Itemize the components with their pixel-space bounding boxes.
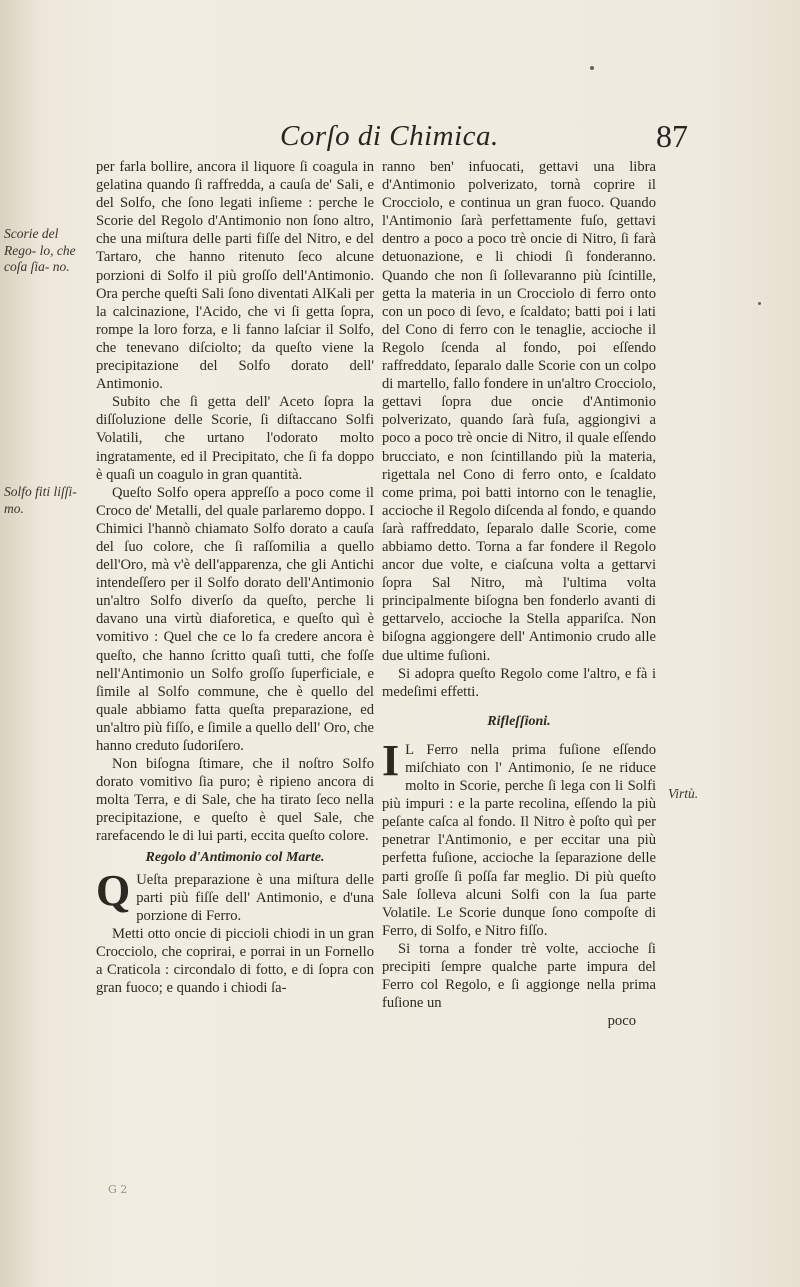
paragraph: Si adopra queſto Regolo come l'altro, e fà i medeſimi effetti.	[382, 665, 656, 700]
left-column	[96, 158, 374, 997]
paragraph: Queſto Solfo opera appreſſo a poco come il Croco de' Metalli, del quale parlaremo doppo. I Chimici l'hannò chiamato Solfo dorato a cauſa del ſuo colore, che ſi raſſomilia a quello dell'Oro, mà v'è dell'apparenza, che gli Antichi intendeſſero per il Solfo dorato dell'Antimonio un'altro Solfo diverſo da queſto, perche li davano una virtù diaforetica, e queſto quì è vomitivo : Quel che ce lo fa credere ancora è queſto, che hanno ſcritto quaſi tutti, che foſſe nell'Antimonio un Solfo groſſo ſuperficiale, e ſimile al Solfo commune, che è quello del quale abbiamo fatta queſta preparazione, ed un'altro più fiſſo, e ſimile a quello dell' Oro, che hanno creduto ſudoriſero.	[96, 484, 375, 754]
margin-note-scorie: Scorie del Rego‑ lo, che coſa ſia‑ no.	[4, 226, 76, 274]
paper-fleck	[758, 302, 761, 305]
margin-note-solfo: Solfo fiti liſſi‑ mo.	[4, 484, 77, 516]
paragraph: Si torna a fonder trè volte, accioche ſi precipiti ſempre qualche parte impura del Ferro col Regolo, e ſi aggionge nella prima fuſione un	[382, 940, 656, 1012]
running-title: Corſo di Chimica.	[280, 120, 499, 152]
dropcap-paragraph-text: L Ferro nella prima fuſione eſſendo miſchiato con l' Antimonio, ſe ne riduce molto in Scorie, perche ſi lega con li Solfi più impuri : e la parte recolina, eſſendo la più peſante caſca al fondo. Il Nitro è poſto quì per penetrar l'Antimonio, e per eccitar una più perfetta fuſione, accioche la ſeparazione delle parti groſſe ſi poſſa far meglio. Di più queſto Sale ſolleva alcuni Solfi con la ſua parte Volatile. Le Scorie dunque ſono compoſte di Ferro, di Solfo, e Nitro fiſſo.	[382, 741, 656, 939]
dropcap-letter: I	[382, 735, 400, 785]
paragraph: Non biſogna ſtimare, che il noſtro Solfo dorato vomitivo ſia puro; è ripieno ancora di molta Terra, e di Sale, che ha tirato ſeco nella precipitazione, e queſto è quel Sale, che rarefacendo le di lui parti, eccita queſto colore.	[96, 756, 374, 845]
paper-fleck	[590, 66, 594, 70]
margin-note-virtu: Virtù.	[668, 786, 699, 801]
right-column	[382, 158, 656, 1030]
dropcap-paragraph	[382, 735, 656, 940]
page-number: 87	[656, 118, 688, 154]
signature-mark: G 2	[108, 1183, 128, 1196]
paragraph: Metti otto oncie di piccioli chiodi in un gran Crocciolo, che coprirai, e porrai in un Fornello a Craticola : circondalo di fotto, e di ſopra con gran fuoco; e quando i chiodi ſa‑	[96, 925, 374, 997]
dropcap-paragraph-text: Ueſta preparazione è una miſtura delle parti più fiſſe dell' Antimonio, e d'una porzione di Ferro.	[136, 871, 374, 924]
catchword: poco	[607, 1013, 636, 1030]
paragraph: ranno ben' infuocati, gettavi una libra d'Antimonio polverizato, tornà coprire il Crocciolo, e continua un gran fuoco. Quando l'Antimonio ſarà perfettamente fuſo, gettavi dentro a poco a poco trè oncie di Nitro, ſi farà detuonazione, e li chiodi ſi fonderanno. Quando che non ſi ſollevaranno più ſcintille, getta la materia in un Crocciolo di ferro onto con un poco di ſevo, e ſcaldato; batti poi i lati del Cono di ferro con le tenaglie, accioche il Regolo ſcenda al fondo, poi eſſendo raffreddato, ſeparalo dalle Scorie con un colpo di martello, fallo fondere in un'altro Crocciolo, gettavi ſopra due oncie d'Antimonio polverizato, quando ſarà fuſa, aggiongivi a poco a poco trè oncie di Nitro, il quale eſſendo brucciato, e non ſcintillando più la materia, rigettala nel Cono di ferro onto, e ſcaldato come prima, poi batti intorno con le tenaglie, accioche il Regolo diſcenda al fondo, e quando ſarà raffreddato, ſeparalo dalle Scorie, come abbiamo detto. Torna a far fondere il Regolo ancor due volte, e ciaſcuna volta a gettarvi ſopra Sal Nitro, mà l'ultima volta principalmente biſogna ben fonderlo avanti di gettarvelo, accioche la Stella appariſca. Non biſogna aggiongere dell' Antimonio crudo alle due ultime fuſioni.	[382, 159, 656, 664]
paragraph: per farla bollire, ancora il liquore ſi coagula in gelatina quando ſi raffredda, a cauſa de' Sali, e del Solfo, che ſono legati inſieme : perche le Scorie del Regolo d'Antimonio non ſono altro, che una miſtura delle parti fiſſe del Nitro, e del Tartaro, che hanno ritenuto ſeco alcune porzioni di Solfo il più groſſo dell'Antimonio. Ora perche queſti Sali ſono diventati AlKali per la calcinazione, l'Acido, che vi ſi getta ſopra, rompe la loro forza, e li fanno laſciar il Solfo, che tenevano diſciolto; da queſto viene la precipitazione del Solfo dorato dell' Antimonio.	[96, 159, 374, 393]
section-heading: Regolo d'Antimonio col Marte.	[145, 849, 325, 865]
dropcap-letter: Q	[96, 865, 131, 915]
paragraph: Subito che ſi getta dell' Aceto ſopra la diſſoluzione delle Scorie, ſi diſtaccano Solfi Volatili, che urtano l'odorato molto ingratamente, ed il Precipitato, che ſi fa doppo è quaſi un coagulo in gran quantità.	[96, 394, 374, 483]
section-heading: Rifleſſioni.	[487, 713, 551, 729]
dropcap-paragraph	[96, 865, 374, 925]
